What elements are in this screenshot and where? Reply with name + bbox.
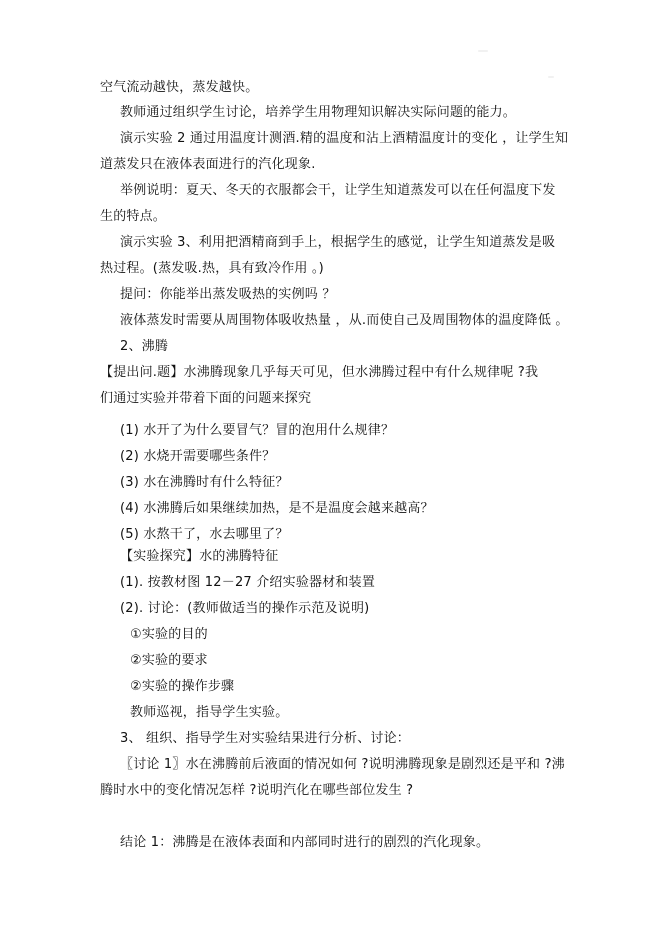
conclusion-line: 结论 1：沸腾是在液体表面和内部同时进行的剧烈的汽化现象。: [120, 835, 490, 850]
list-item: ②实验的操作步骤: [130, 679, 235, 694]
text-line: 空气流动越快，蒸发越快。: [100, 80, 259, 95]
text-line: 〖讨论 1〗水在沸腾前后液面的情况如何 ?说明沸腾现象是剧烈还是平和 ?沸: [120, 757, 565, 772]
text-line: 提问：你能举出蒸发吸热的实例吗 ？: [120, 287, 336, 302]
list-item: ②实验的要求: [130, 653, 208, 668]
text-line: 演示实验 2 通过用温度计测酒.精的温度和沾上酒精温度计的变化 ，让学生知: [120, 131, 569, 146]
text-line: (1). 按教材图 12－27 介绍实验器材和装置: [120, 575, 376, 590]
section-heading: 2、沸腾: [120, 339, 169, 354]
text-line: 【实验探究】水的沸腾特征: [120, 549, 279, 564]
text-line: 生的特点。: [100, 209, 167, 224]
text-line: (2). 讨论：(教师做适当的操作示范及说明): [120, 601, 370, 616]
question-item: (4) 水沸腾后如果继续加热，是不是温度会越来越高？: [120, 501, 434, 516]
question-item: (3) 水在沸腾时有什么特征？: [120, 475, 289, 490]
text-line: 演示实验 3、利用把酒精商到手上，根据学生的感觉，让学生知道蒸发是吸: [120, 235, 556, 250]
question-item: (5) 水熬干了，水去哪里了？: [120, 527, 289, 542]
text-line: 教师巡视，指导学生实验。: [130, 705, 289, 720]
text-line: 教师通过组织学生讨论，培养学生用物理知识解决实际问题的能力。: [120, 105, 517, 120]
text-line: 道蒸发只在液体表面进行的汽化现象.: [100, 157, 316, 172]
list-item: ①实验的目的: [130, 627, 208, 642]
text-line: 腾时水中的变化情况怎样 ?说明汽化在哪些部位发生 ?: [100, 783, 414, 798]
text-line: 【提出问.题】水沸腾现象几乎每天可见，但水沸腾过程中有什么规律呢 ?我: [100, 365, 539, 380]
faint-mark: [478, 50, 488, 52]
text-line: 们通过实验并带着下面的问题来探究: [100, 391, 312, 406]
section-heading: 3、 组织、指导学生对实验结果进行分析、讨论：: [120, 731, 411, 746]
faint-mark: [548, 76, 554, 78]
text-line: 举例说明：夏天、冬天的衣服都会干，让学生知道蒸发可以在任何温度下发: [120, 183, 556, 198]
question-item: (2) 水烧开需要哪些条件？: [120, 449, 276, 464]
text-line: 热过程。(蒸发吸.热，具有致冷作用 。): [100, 261, 324, 276]
text-line: 液体蒸发时需要从周围物体吸收热量 ，从.而使自己及周围物体的温度降低 。: [120, 313, 569, 328]
question-item: (1) 水开了为什么要冒气？冒的泡用什么规律？: [120, 423, 395, 438]
